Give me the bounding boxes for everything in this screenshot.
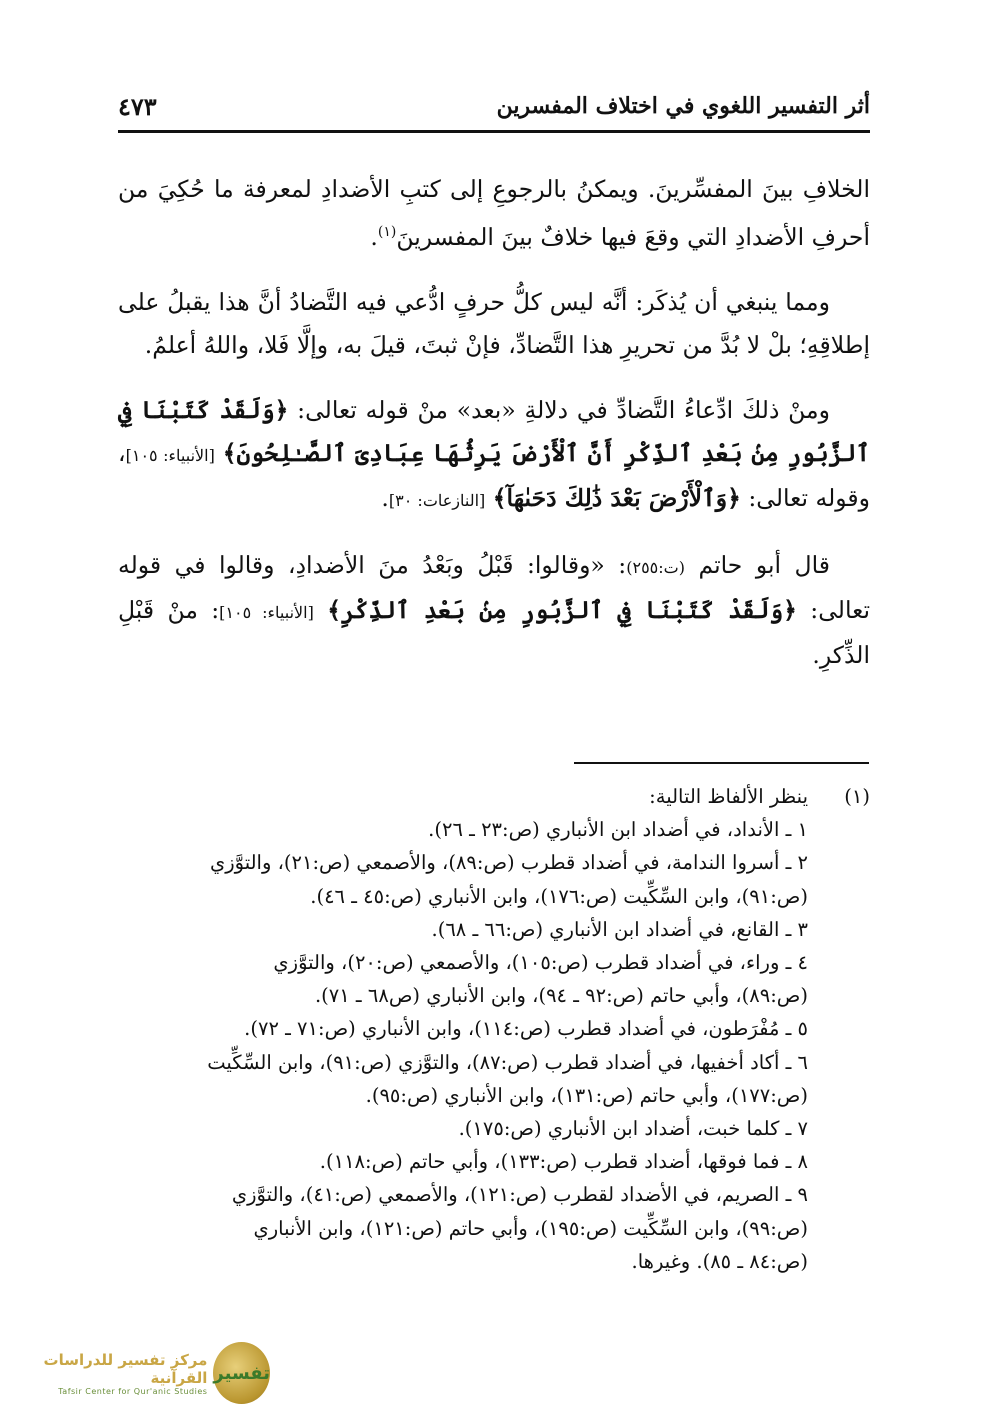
death-date: (ت:٢٥٥) [626, 557, 685, 577]
paragraph-1 [118, 168, 870, 259]
footnote-line: (ص:٨٩)، وأبي حاتم (ص:٩٢ ـ ٩٤)، وابن الأنباري (ص٦٨ ـ ٧١). [314, 984, 808, 1008]
paragraph-4-quote: : «وقالوا: قَبْلُ وبَعْدُ منَ الأضدادِ، وقالوا في قوله تعالى: [118, 550, 870, 624]
main-text [118, 168, 870, 677]
footnote-marker: (١) [844, 785, 870, 808]
quran-verse-naziat: ﴿وَٱلْأَرْضَ بَعْدَ ذَٰلِكَ دَحَىٰهَآ﴾ [492, 483, 741, 512]
quran-verse-anbiya: ﴿وَلَقَدْ كَتَبْنَا فِي ٱلزَّبُورِ مِنۢ بَعْدِ ٱلذِّكْرِ أَنَّ ٱلْأَرْضَ يَرِثُهَا عِبَادِىَ ٱلصَّـٰلِحُونَ﴾ [118, 395, 870, 467]
footnote-lines [118, 780, 808, 1278]
footnote-line: ٥ ـ مُفْرَطون، في أضداد قطرب (ص:١١٤)، وابن الأنباري (ص:٧١ ـ ٧٢). [244, 1017, 808, 1041]
logo-english-name: Tafsir Center for Qur'anic Studies [58, 1386, 208, 1396]
footnotes [118, 780, 870, 1278]
footnote-line: ٦ ـ أكاد أخفيها، في أضداد قطرب (ص:٨٧)، والتوَّزي (ص:٩١)، وابن السِّكِّيت [207, 1050, 808, 1074]
page-header [118, 84, 870, 128]
footnote-line: (ص:٩١)، وابن السِّكِّيت (ص:١٧٦)، وابن الأنباري (ص:٤٥ ـ ٤٦). [310, 884, 808, 908]
paragraph-2: ومما ينبغي أن يُذكَر: أنَّه ليس كلُّ حرفٍ ادُّعي فيه التَّضادُ أنَّ هذا يقبلُ على إطلاقِهِ؛ بلْ لا بُدَّ من تحريرِ هذا التَّضادِّ، فإنْ ثبتَ، قيلَ به، وإلَّا فَلا، واللهُ أعلمُ. [118, 287, 870, 359]
paragraph-3 [118, 389, 870, 522]
quran-verse-anbiya-2: ﴿وَلَقَدْ كَتَبْنَا فِي ٱلزَّبُورِ مِنۢ بَعْدِ ٱلذِّكْرِ﴾ [327, 595, 797, 624]
footnote-line: ٧ ـ كلما خبت، أضداد ابن الأنباري (ص:١٧٥). [458, 1117, 808, 1141]
paragraph-3-end: . [381, 483, 389, 512]
footnote-reference[interactable]: (١) [377, 224, 397, 240]
footnote-1 [118, 780, 870, 1278]
logo-text [20, 1351, 207, 1396]
footnote-separator [574, 762, 869, 764]
footnote-line: ٨ ـ فما فوقها، أضداد قطرب (ص:١٣٣)، وأبي حاتم (ص:١١٨). [319, 1150, 808, 1174]
running-title: أثر التفسير اللغوي في اختلاف المفسرين [496, 93, 870, 119]
tafsir-center-logo [20, 1342, 270, 1404]
paragraph-3-mid: ، وقوله تعالى: [118, 438, 870, 512]
footnote-line: ١ ـ الأنداد، في أضداد ابن الأنباري (ص:٢٣ ـ ٢٦). [428, 818, 808, 842]
footnote-line: ٢ ـ أسروا الندامة، في أضداد قطرب (ص:٨٩)، والأصمعي (ص:٢١)، والتوَّزي [209, 851, 808, 875]
paragraph-4-end: : منْ قَبْلِ الذِّكرِ. [118, 595, 870, 669]
footnote-line: ينظر الألفاظ التالية: [649, 785, 808, 808]
footnote-line: (ص:٨٤ ـ ٨٥). وغيرها. [631, 1249, 808, 1273]
footnote-line: ٣ ـ القانع، في أضداد ابن الأنباري (ص:٦٦ ـ ٦٨). [431, 917, 808, 941]
paragraph-4 [118, 544, 870, 677]
verse-reference-anbiya-2: [الأنبياء: ١٠٥] [219, 602, 314, 622]
tafsir-emblem-icon: تفسير [213, 1342, 270, 1404]
footnote-line: (ص:٩٩)، وابن السِّكِّيت (ص:١٩٥)، وأبي حاتم (ص:١٢١)، وابن الأنباري [253, 1216, 808, 1240]
footnote-line: ٤ ـ وراء، في أضداد قطرب (ص:١٠٥)، والأصمعي (ص:٢٠)، والتوَّزي [273, 951, 808, 975]
footnote-line: (ص:١٧٧)، وأبي حاتم (ص:١٣١)، وابن الأنباري (ص:٩٥). [365, 1083, 808, 1107]
paragraph-1-text: الخلافِ بينَ المفسِّرينَ. ويمكنُ بالرجوعِ إلى كتبِ الأضدادِ لمعرفة ما حُكِيَ من أحرفِ الأضدادِ التي وقعَ فيها خلافٌ بينَ المفسرينَ [118, 175, 870, 251]
logo-arabic-name: مركز تفسير للدراسات القرآنية [43, 1350, 208, 1387]
paragraph-3-intro: ومنْ ذلكَ ادِّعاءُ التَّضادِّ في دلالةِ «بعد» منْ قوله تعالى: [288, 395, 830, 424]
header-rule [118, 130, 870, 133]
verse-reference-naziat: [النازعات: ٣٠] [388, 490, 486, 510]
page-number: ٤٧٣ [118, 91, 157, 121]
verse-reference-anbiya: [الأنبياء: ١٠٥] [125, 445, 215, 465]
paragraph-1-end: . [370, 222, 378, 251]
footnote-line: ٩ ـ الصريم، في الأضداد لقطرب (ص:١٢١)، والأصمعي (ص:٤١)، والتوَّزي [231, 1183, 808, 1207]
paragraph-4-intro: قال أبو حاتم [684, 550, 830, 579]
